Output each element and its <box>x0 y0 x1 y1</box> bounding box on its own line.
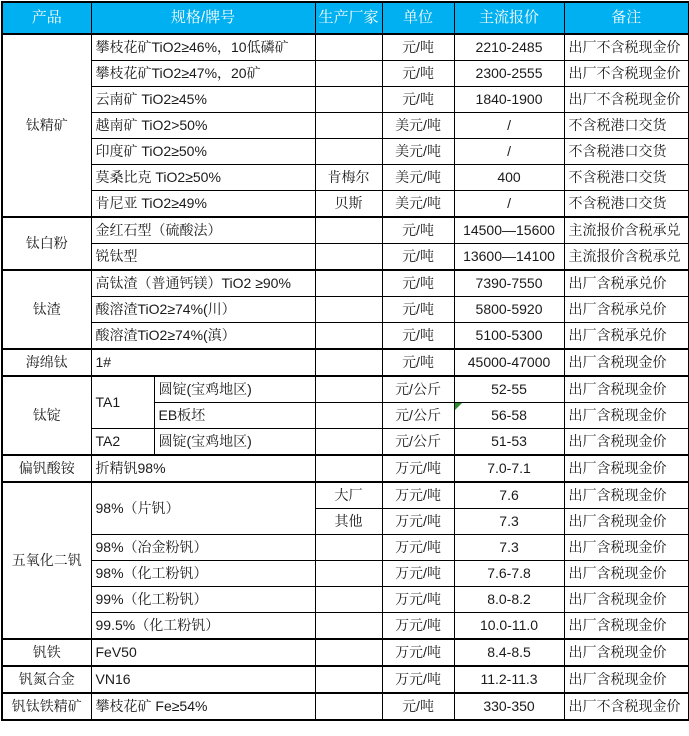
note-cell: 出厂不含税现金价 <box>564 61 689 87</box>
unit-cell: 元/公斤 <box>382 376 454 403</box>
comment-marker-icon <box>455 403 462 410</box>
note-cell: 出厂含税现金价 <box>564 561 689 587</box>
product-cell: 钛精矿 <box>2 34 91 217</box>
table-row <box>2 429 689 456</box>
note-cell: 出厂含税现金价 <box>564 403 689 429</box>
spec-cell: 攀枝花矿 Fe≥54% <box>91 693 315 720</box>
product-cell: 钛锭 <box>2 376 91 455</box>
note-cell: 不含税港口交货 <box>564 165 689 191</box>
spec-cell: 肯尼亚 TiO2≥49% <box>91 191 315 218</box>
unit-cell: 万元/吨 <box>382 535 454 561</box>
table-row <box>2 244 689 271</box>
unit-cell: 万元/吨 <box>382 509 454 535</box>
maker-cell <box>315 376 382 403</box>
maker-cell <box>315 139 382 165</box>
note-cell: 出厂含税承兑价 <box>564 323 689 350</box>
table-row <box>2 323 689 350</box>
price-cell: 5800-5920 <box>454 297 564 323</box>
maker-cell <box>315 639 382 666</box>
maker-cell <box>315 217 382 244</box>
maker-cell <box>315 693 382 720</box>
col-header-note: 备注 <box>564 2 689 34</box>
price-value: 56-58 <box>491 406 527 423</box>
product-cell: 海绵钛 <box>2 349 91 376</box>
unit-cell: 元/吨 <box>382 244 454 271</box>
unit-cell: 万元/吨 <box>382 613 454 640</box>
table-row <box>2 349 689 376</box>
price-cell: 45000-47000 <box>454 349 564 376</box>
maker-cell: 贝斯 <box>315 191 382 218</box>
maker-cell: 大厂 <box>315 482 382 509</box>
table-row <box>2 561 689 587</box>
unit-cell: 万元/吨 <box>382 639 454 666</box>
spec-cell: 攀枝花矿TiO2≥46%，10低磷矿 <box>91 34 315 61</box>
col-header-product: 产品 <box>2 2 91 34</box>
col-header-unit: 单位 <box>382 2 454 34</box>
spec-cell: 98%（化工粉钒） <box>91 561 315 587</box>
price-cell <box>454 403 564 429</box>
product-cell: 钛白粉 <box>2 217 91 270</box>
unit-cell: 万元/吨 <box>382 561 454 587</box>
unit-cell: 万元/吨 <box>382 587 454 613</box>
note-cell: 出厂含税现金价 <box>564 482 689 509</box>
note-cell: 出厂含税现金价 <box>564 639 689 666</box>
col-header-maker: 生产厂家 <box>315 2 382 34</box>
maker-cell <box>315 666 382 693</box>
note-cell: 出厂含税现金价 <box>564 376 689 403</box>
maker-cell <box>315 535 382 561</box>
unit-cell: 元/公斤 <box>382 403 454 429</box>
unit-cell: 元/吨 <box>382 34 454 61</box>
unit-cell: 元/吨 <box>382 87 454 113</box>
spec-cell: 印度矿 TiO2≥50% <box>91 139 315 165</box>
price-cell: 400 <box>454 165 564 191</box>
unit-cell: 元/吨 <box>382 297 454 323</box>
maker-cell <box>315 113 382 139</box>
price-cell: 7.3 <box>454 509 564 535</box>
maker-cell <box>315 587 382 613</box>
price-cell: 7390-7550 <box>454 270 564 297</box>
table-row <box>2 666 689 693</box>
note-cell: 出厂含税现金价 <box>564 429 689 456</box>
maker-cell <box>315 561 382 587</box>
note-cell: 不含税港口交货 <box>564 113 689 139</box>
price-cell: 7.0-7.1 <box>454 455 564 482</box>
note-cell: 出厂含税现金价 <box>564 535 689 561</box>
spec-cell: 莫桑比克 TiO2≥50% <box>91 165 315 191</box>
spec-cell: EB板坯 <box>154 403 315 429</box>
table-row <box>2 455 689 482</box>
spec-cell: 98%（冶金粉钒） <box>91 535 315 561</box>
note-cell: 出厂含税承兑价 <box>564 270 689 297</box>
col-header-spec: 规格/牌号 <box>91 2 315 34</box>
maker-cell: 肯梅尔 <box>315 165 382 191</box>
unit-cell: 美元/吨 <box>382 165 454 191</box>
note-cell: 不含税港口交货 <box>564 191 689 218</box>
note-cell: 出厂不含税现金价 <box>564 34 689 61</box>
maker-cell <box>315 613 382 640</box>
unit-cell: 元/吨 <box>382 61 454 87</box>
maker-cell: 其他 <box>315 509 382 535</box>
price-cell: 52-55 <box>454 376 564 403</box>
product-cell: 钒铁 <box>2 639 91 666</box>
note-cell: 出厂含税现金价 <box>564 349 689 376</box>
table-row <box>2 87 689 113</box>
unit-cell: 万元/吨 <box>382 455 454 482</box>
spec-cell: 酸溶渣TiO2≥74%(滇） <box>91 323 315 350</box>
price-cell: 5100-5300 <box>454 323 564 350</box>
maker-cell <box>315 455 382 482</box>
price-cell: 51-53 <box>454 429 564 456</box>
table-row <box>2 482 689 509</box>
price-cell: 2300-2555 <box>454 61 564 87</box>
note-cell: 出厂不含税现金价 <box>564 693 689 720</box>
spec-cell: 折精钒98% <box>91 455 315 482</box>
note-cell: 出厂含税现金价 <box>564 613 689 640</box>
maker-cell <box>315 244 382 271</box>
price-cell: / <box>454 191 564 218</box>
table-row <box>2 297 689 323</box>
note-cell: 出厂含税承兑价 <box>564 297 689 323</box>
unit-cell: 元/公斤 <box>382 429 454 456</box>
maker-cell <box>315 61 382 87</box>
price-cell: / <box>454 113 564 139</box>
header-row <box>2 2 689 34</box>
unit-cell: 万元/吨 <box>382 666 454 693</box>
table-row <box>2 217 689 244</box>
price-cell: 13600—14100 <box>454 244 564 271</box>
spec-cell: 圆锭(宝鸡地区) <box>154 376 315 403</box>
price-cell: 330-350 <box>454 693 564 720</box>
note-cell: 主流报价含税承兑 <box>564 244 689 271</box>
product-cell: 钒钛铁精矿 <box>2 693 91 720</box>
product-cell: 偏钒酸铵 <box>2 455 91 482</box>
spec-cell: 云南矿 TiO2≥45% <box>91 87 315 113</box>
product-cell: 钒氮合金 <box>2 666 91 693</box>
table-row <box>2 61 689 87</box>
grade-cell: TA1 <box>91 376 154 429</box>
unit-cell: 美元/吨 <box>382 113 454 139</box>
note-cell: 出厂含税现金价 <box>564 666 689 693</box>
unit-cell: 美元/吨 <box>382 139 454 165</box>
unit-cell: 美元/吨 <box>382 191 454 218</box>
spec-cell: 98%（片钒） <box>91 482 315 535</box>
spec-cell: 锐钛型 <box>91 244 315 271</box>
price-cell: 11.2-11.3 <box>454 666 564 693</box>
grade-cell: TA2 <box>91 429 154 456</box>
price-cell: 7.3 <box>454 535 564 561</box>
unit-cell: 元/吨 <box>382 270 454 297</box>
spec-cell: 酸溶渣TiO2≥74%(川） <box>91 297 315 323</box>
spec-cell: VN16 <box>91 666 315 693</box>
table-row <box>2 139 689 165</box>
table-row <box>2 535 689 561</box>
table-row <box>2 587 689 613</box>
unit-cell: 元/吨 <box>382 349 454 376</box>
spec-cell: 高钛渣（普通钙镁）TiO2 ≥90% <box>91 270 315 297</box>
table-row <box>2 165 689 191</box>
product-cell: 五氧化二钒 <box>2 482 91 639</box>
table-row <box>2 270 689 297</box>
spec-cell: 攀枝花矿TiO2≥47%，20矿 <box>91 61 315 87</box>
spec-cell: 99.5%（化工粉钒） <box>91 613 315 640</box>
spec-cell: 越南矿 TiO2>50% <box>91 113 315 139</box>
spec-cell: 1# <box>91 349 315 376</box>
unit-cell: 万元/吨 <box>382 482 454 509</box>
commodity-price-table <box>1 1 689 721</box>
price-cell: 10.0-11.0 <box>454 613 564 640</box>
maker-cell <box>315 323 382 350</box>
maker-cell <box>315 349 382 376</box>
price-cell: 2210-2485 <box>454 34 564 61</box>
note-cell: 不含税港口交货 <box>564 139 689 165</box>
table-row <box>2 113 689 139</box>
table-row <box>2 639 689 666</box>
table-row <box>2 191 689 218</box>
spec-cell: 99%（化工粉钒） <box>91 587 315 613</box>
table-row <box>2 34 689 61</box>
price-cell: 8.4-8.5 <box>454 639 564 666</box>
table-row <box>2 693 689 720</box>
spec-cell: FeV50 <box>91 639 315 666</box>
maker-cell <box>315 34 382 61</box>
spec-cell: 金红石型（硫酸法） <box>91 217 315 244</box>
unit-cell: 元/吨 <box>382 323 454 350</box>
unit-cell: 元/吨 <box>382 217 454 244</box>
table-row <box>2 376 689 403</box>
note-cell: 出厂含税现金价 <box>564 587 689 613</box>
maker-cell <box>315 270 382 297</box>
maker-cell <box>315 87 382 113</box>
note-cell: 出厂不含税现金价 <box>564 87 689 113</box>
unit-cell: 元/吨 <box>382 693 454 720</box>
price-cell: 7.6-7.8 <box>454 561 564 587</box>
price-cell: 1840-1900 <box>454 87 564 113</box>
table-row <box>2 613 689 640</box>
maker-cell <box>315 403 382 429</box>
maker-cell <box>315 297 382 323</box>
note-cell: 出厂含税现金价 <box>564 455 689 482</box>
spec-cell: 圆锭(宝鸡地区) <box>154 429 315 456</box>
note-cell: 主流报价含税承兑 <box>564 217 689 244</box>
price-cell: 7.6 <box>454 482 564 509</box>
price-cell: 14500—15600 <box>454 217 564 244</box>
price-cell: 8.0-8.2 <box>454 587 564 613</box>
note-cell: 出厂含税现金价 <box>564 509 689 535</box>
maker-cell <box>315 429 382 456</box>
product-cell: 钛渣 <box>2 270 91 349</box>
price-cell: / <box>454 139 564 165</box>
col-header-price: 主流报价 <box>454 2 564 34</box>
